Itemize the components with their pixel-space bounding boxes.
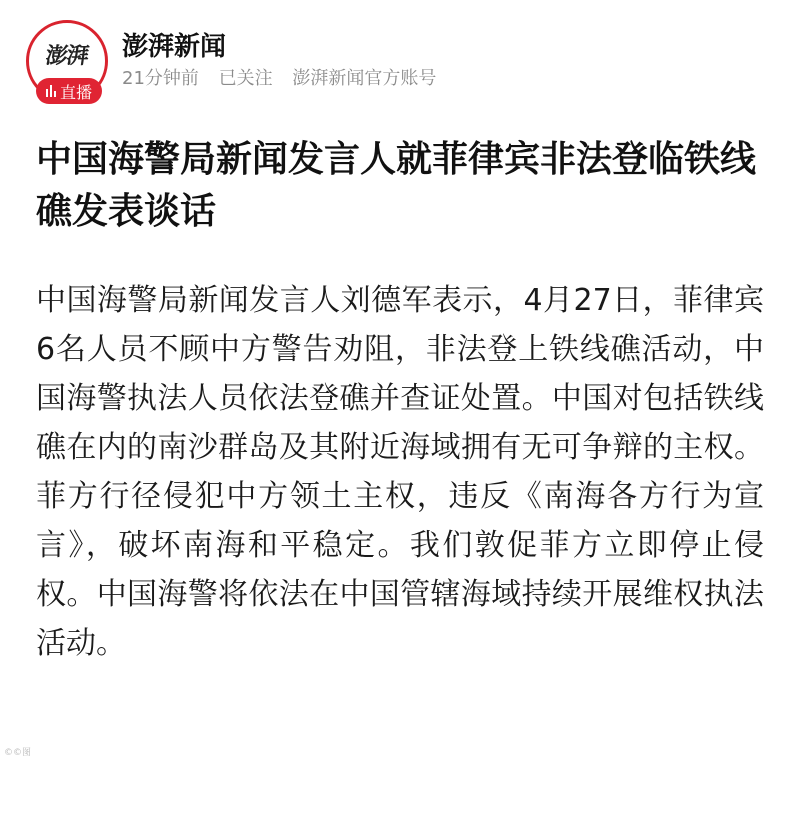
account-sub-meta — [122, 65, 436, 93]
article-title: 中国海警局新闻发言人就菲律宾非法登临铁线礁发表谈话 — [36, 139, 757, 232]
article-body: 中国海警局新闻发言人刘德军表示，4月27日，菲律宾6名人员不顾中方警告劝阻，非法登上铁线礁活动，中国海警执法人员依法登礁并查证处置。中国对包括铁线礁在内的南沙群岛及其附近海域拥有无可争辩的主权。菲方行径侵犯中方领土主权，违反《南海各方行为宣言》，破坏南海和平稳定。我们敦促菲方立即停止侵权。中国海警将依法在中国管辖海域持续开展维权执法活动。 — [36, 283, 764, 661]
watermark: ©©图 — [4, 748, 32, 758]
live-badge[interactable] — [36, 78, 102, 104]
account-avatar[interactable] — [26, 20, 108, 102]
account-meta — [122, 20, 436, 102]
follow-status[interactable]: 已关注 — [218, 68, 273, 89]
post-time: 21分钟前 — [122, 68, 199, 89]
avatar-logo: 澎湃 — [43, 42, 90, 69]
account-header — [26, 16, 436, 106]
account-name[interactable]: 澎湃新闻 — [122, 32, 227, 62]
live-bars-icon — [46, 85, 56, 97]
account-description: 澎湃新闻官方账号 — [292, 68, 437, 89]
live-label: 直播 — [59, 82, 92, 102]
